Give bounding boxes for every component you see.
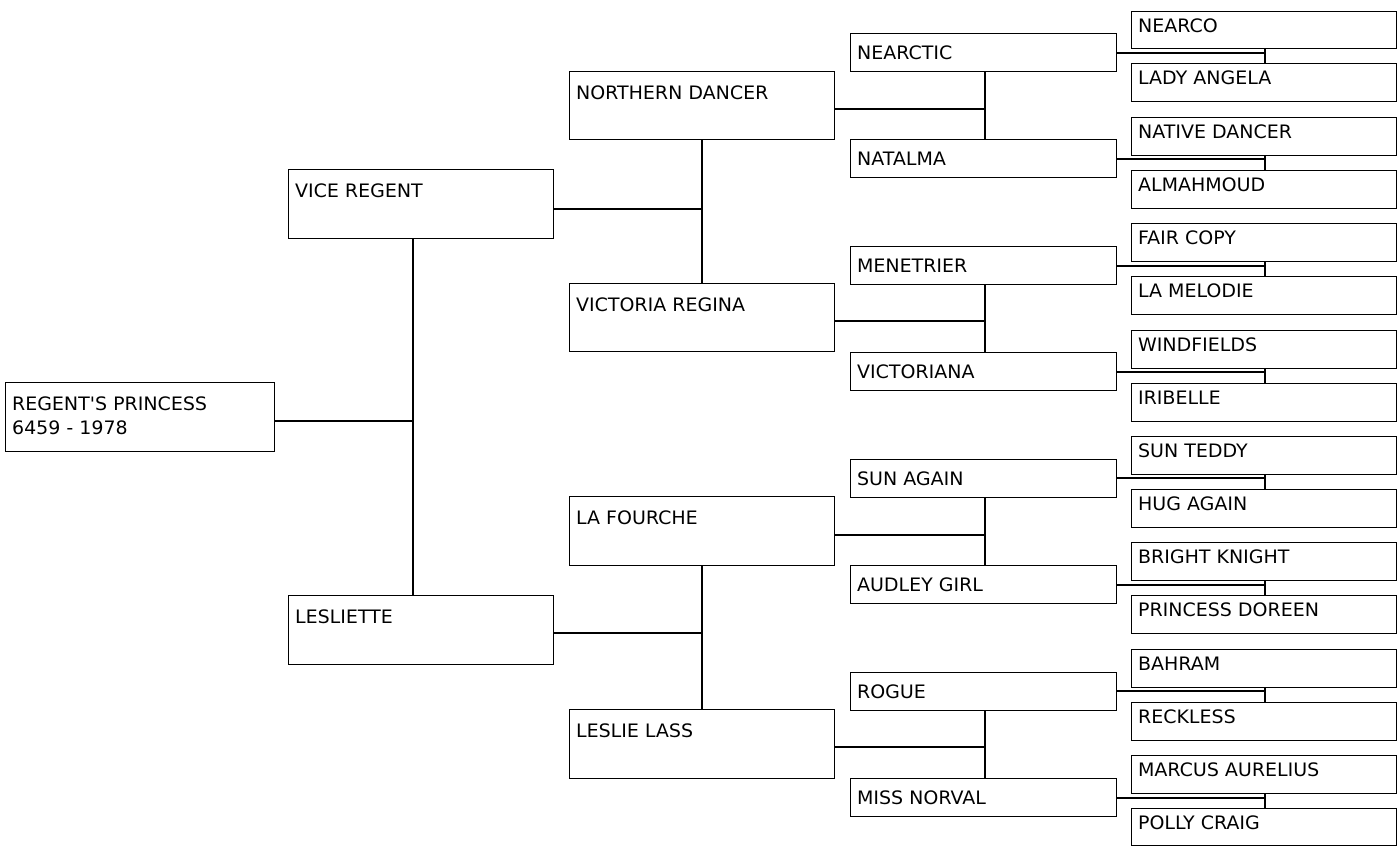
horse-box-princess-doreen[interactable]: [1131, 595, 1397, 634]
horse-name: LESLIETTE: [295, 606, 393, 628]
horse-box-audley-girl[interactable]: [850, 565, 1117, 604]
horse-box-lady-angela[interactable]: [1131, 63, 1397, 102]
horse-box-polly-craig[interactable]: [1131, 808, 1397, 846]
connector: [1264, 474, 1266, 490]
connector: [984, 71, 986, 141]
connector: [553, 632, 703, 634]
connector: [1116, 797, 1266, 799]
horse-box-sun-again[interactable]: [850, 459, 1117, 498]
horse-name: MISS NORVAL: [857, 787, 986, 809]
connector: [274, 420, 414, 422]
horse-box-bahram[interactable]: [1131, 649, 1397, 688]
connector: [701, 139, 703, 285]
horse-name: PRINCESS DOREEN: [1138, 599, 1319, 621]
horse-box-windfields[interactable]: [1131, 330, 1397, 369]
connector: [412, 238, 414, 596]
horse-box-victoriana[interactable]: [850, 352, 1117, 391]
connector: [834, 320, 986, 322]
horse-name: LADY ANGELA: [1138, 67, 1272, 89]
connector: [834, 534, 986, 536]
horse-name: ROGUE: [857, 681, 926, 703]
horse-name: NEARCO: [1138, 15, 1218, 37]
horse-name: SUN AGAIN: [857, 468, 964, 490]
connector: [1116, 690, 1266, 692]
connector: [1264, 48, 1266, 64]
horse-name: BAHRAM: [1138, 653, 1221, 675]
horse-box-reckless[interactable]: [1131, 702, 1397, 741]
horse-name: WINDFIELDS: [1138, 334, 1258, 356]
horse-box-iribelle[interactable]: [1131, 383, 1397, 422]
dam-dam-box[interactable]: [569, 709, 835, 779]
connector: [834, 746, 986, 748]
horse-name: NEARCTIC: [857, 42, 953, 64]
connector: [701, 565, 703, 711]
horse-box-nearco[interactable]: [1131, 11, 1397, 49]
horse-name: RECKLESS: [1138, 706, 1236, 728]
horse-name: MARCUS AURELIUS: [1138, 759, 1320, 781]
connector: [1264, 261, 1266, 277]
horse-name: NATIVE DANCER: [1138, 121, 1292, 143]
horse-name: VICE REGENT: [295, 180, 423, 202]
horse-box-bright-knight[interactable]: [1131, 542, 1397, 581]
connector: [1264, 687, 1266, 703]
horse-name: FAIR COPY: [1138, 227, 1236, 249]
dam-sire-box[interactable]: [569, 496, 835, 566]
horse-box-marcus-aurelius[interactable]: [1131, 755, 1397, 794]
horse-box-almahmoud[interactable]: [1131, 170, 1397, 209]
horse-name: BRIGHT KNIGHT: [1138, 546, 1290, 568]
connector: [1264, 368, 1266, 384]
sire-sire-box[interactable]: [569, 71, 835, 140]
connector: [984, 285, 986, 352]
subject-horse-box[interactable]: [5, 382, 275, 452]
connector: [1264, 793, 1266, 809]
horse-box-miss-norval[interactable]: [850, 778, 1117, 817]
horse-name: LESLIE LASS: [576, 720, 694, 742]
horse-name: VICTORIA REGINA: [576, 294, 746, 316]
horse-box-native-dancer[interactable]: [1131, 117, 1397, 156]
connector: [1116, 477, 1266, 479]
horse-box-nearctic[interactable]: [850, 33, 1117, 72]
connector: [1116, 371, 1266, 373]
horse-name: LA MELODIE: [1138, 280, 1254, 302]
horse-box-la-melodie[interactable]: [1131, 276, 1397, 315]
connector: [1264, 155, 1266, 171]
horse-box-menetrier[interactable]: [850, 246, 1117, 285]
connector: [1264, 580, 1266, 596]
dam-box[interactable]: [288, 595, 554, 665]
connector: [1116, 52, 1266, 54]
horse-box-rogue[interactable]: [850, 672, 1117, 711]
horse-name: LA FOURCHE: [576, 507, 698, 529]
horse-box-sun-teddy[interactable]: [1131, 436, 1397, 475]
horse-name: AUDLEY GIRL: [857, 574, 983, 596]
connector: [1116, 584, 1266, 586]
horse-name: MENETRIER: [857, 255, 968, 277]
horse-box-natalma[interactable]: [850, 139, 1117, 178]
horse-name: REGENT'S PRINCESS: [12, 393, 207, 415]
connector: [1116, 158, 1266, 160]
horse-box-fair-copy[interactable]: [1131, 223, 1397, 262]
connector: [984, 497, 986, 566]
horse-box-hug-again[interactable]: [1131, 489, 1397, 528]
horse-name: SUN TEDDY: [1138, 440, 1248, 462]
horse-name: NORTHERN DANCER: [576, 82, 769, 104]
horse-name: ALMAHMOUD: [1138, 174, 1266, 196]
horse-name: POLLY CRAIG: [1138, 812, 1260, 834]
sire-dam-box[interactable]: [569, 283, 835, 352]
horse-registration: 6459 - 1978: [12, 417, 128, 439]
connector: [553, 208, 703, 210]
connector: [834, 108, 986, 110]
connector: [984, 710, 986, 779]
horse-name: NATALMA: [857, 148, 946, 170]
sire-box[interactable]: [288, 169, 554, 239]
horse-name: HUG AGAIN: [1138, 493, 1248, 515]
horse-name: VICTORIANA: [857, 361, 975, 383]
horse-name: IRIBELLE: [1138, 387, 1221, 409]
connector: [1116, 265, 1266, 267]
